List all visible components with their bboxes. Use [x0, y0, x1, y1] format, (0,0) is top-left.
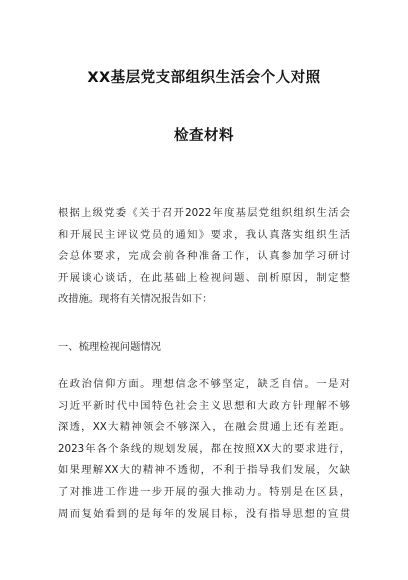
- body-paragraph: [58, 374, 350, 525]
- intro-line: 根据上级党委《关于召开2022年度基层党组织组织生活会: [58, 207, 350, 219]
- body-line: 习近平新时代中国特色社会主义思想和大政方针理解不够: [58, 399, 350, 412]
- section-heading: 一、梳理检视问题情况: [58, 341, 161, 353]
- intro-line: 和开展民主评议党员的通知》要求，我认真落实组织生活: [58, 228, 350, 241]
- body-line: 2023年各个条线的规划发展，都在按照XX大的要求进行，: [58, 442, 350, 455]
- intro-line: 开展谈心谈话，在此基础上检视问题、剖析原因，制定整: [58, 271, 350, 284]
- body-line: 在政治信仰方面。理想信念不够坚定，缺乏自信。一是对: [58, 378, 350, 390]
- body-line: 了对推进工作进一步开展的强大推动力。特别是在区县，: [58, 485, 350, 498]
- document-title-line-1: XX基层党支部组织生活会个人对照: [87, 70, 321, 86]
- intro-line: 改措施。现将有关情况报告如下：: [58, 293, 213, 306]
- body-line: 深透，XX大精神领会不够深入，在融会贯通上还有差距。: [58, 421, 350, 434]
- intro-paragraph: [58, 203, 350, 311]
- body-line: 周而复始看到的是每年的发展目标，没有指导思想的宣贯: [58, 507, 350, 520]
- document-title-line-2: 检查材料: [174, 128, 234, 144]
- body-line: 如果理解XX大的精神不透彻，不利于指导我们发展，欠缺: [58, 464, 350, 477]
- intro-line: 会总体要求，完成会前各种准备工作，认真参加学习研讨: [58, 250, 350, 263]
